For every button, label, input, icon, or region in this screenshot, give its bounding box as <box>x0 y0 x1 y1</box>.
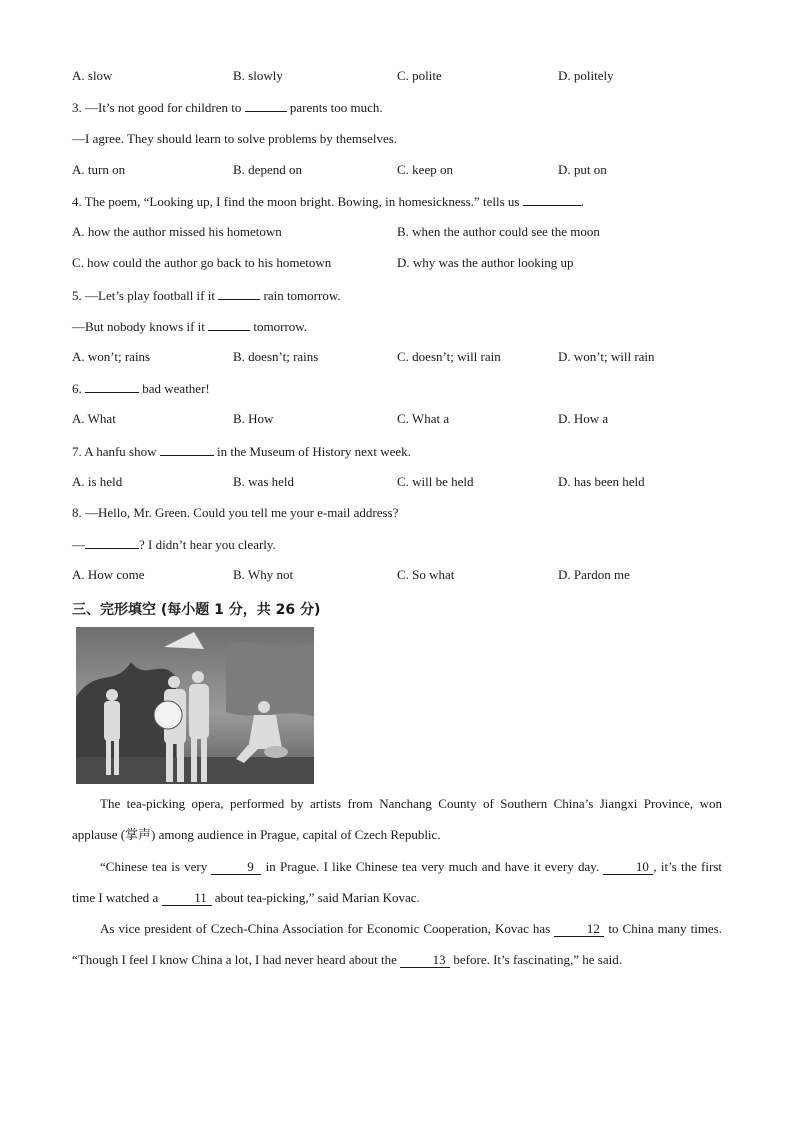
passage-paragraph-1: The tea-picking opera, performed by artists from Nanchang County of Southern China’s Jiangxi Province, won applause (掌声) among audience in Prague, capital of Czech Republic. <box>72 796 722 842</box>
q2-option-a: A. slow <box>72 68 113 83</box>
q6-option-a: A. What <box>72 411 116 426</box>
q7-option-d: D. has been held <box>558 474 645 489</box>
q3-option-c: C. keep on <box>397 162 453 177</box>
q3-options <box>0 162 794 178</box>
passage-paragraph-2: “Chinese tea is very 9 in Prague. I like Chinese tea very much and have it every day. 10 , it’s the first time I watched a 11 about tea-picking,” said Marian Kovac. <box>72 859 722 905</box>
answer-blank <box>208 318 250 331</box>
opera-photo <box>76 627 314 784</box>
q6-options <box>0 411 794 427</box>
q5-option-c: C. doesn’t; will rain <box>397 349 501 364</box>
q6-option-d: D. How a <box>558 411 609 426</box>
q5-option-b: B. doesn’t; rains <box>233 349 319 364</box>
answer-blank <box>85 380 139 393</box>
q5-options <box>0 349 794 365</box>
q7-option-b: B. was held <box>233 474 295 489</box>
q4-option-c: C. how could the author go back to his hometown <box>72 255 332 270</box>
q3-option-a: A. turn on <box>72 162 126 177</box>
q2-options <box>0 68 794 84</box>
q6-option-c: C. What a <box>397 411 450 426</box>
blank-12: 12 <box>554 922 604 937</box>
answer-blank <box>85 536 139 549</box>
q6-option-b: B. How <box>233 411 274 426</box>
q8-stem: 8. —Hello, Mr. Green. Could you tell me your e-mail address? <box>72 505 399 520</box>
q7-option-a: A. is held <box>72 474 123 489</box>
q5-option-d: D. won’t; will rain <box>558 349 655 364</box>
q8-reply: — ? I didn’t hear you clearly. <box>72 537 276 552</box>
q8-option-a: A. How come <box>72 567 145 582</box>
q3-option-b: B. depend on <box>233 162 302 177</box>
blank-13: 13 <box>400 953 450 968</box>
q7-stem: 7. A hanfu show in the Museum of History next week. <box>72 444 411 459</box>
q4-option-a: A. how the author missed his hometown <box>72 224 282 239</box>
q4-option-d: D. why was the author looking up <box>397 255 574 270</box>
q2-option-d: D. politely <box>558 68 614 83</box>
q7-option-c: C. will be held <box>397 474 474 489</box>
q2-option-c: C. polite <box>397 68 442 83</box>
q5-stem: 5. —Let’s play football if it rain tomorrow. <box>72 288 341 303</box>
answer-blank <box>160 443 214 456</box>
q8-options <box>0 567 794 583</box>
blank-10: 10 <box>603 860 653 875</box>
q3-option-d: D. put on <box>558 162 607 177</box>
q4-stem: 4. The poem, “Looking up, I find the moon bright. Bowing, in homesickness.” tells us . <box>72 194 584 209</box>
q5-option-a: A. won’t; rains <box>72 349 151 364</box>
q4-options-row1 <box>0 224 794 240</box>
q8-option-d: D. Pardon me <box>558 567 630 582</box>
q3-reply: —I agree. They should learn to solve problems by themselves. <box>72 131 398 146</box>
q4-options-row2 <box>0 255 794 271</box>
blank-9: 9 <box>211 860 261 875</box>
blank-11: 11 <box>162 891 212 906</box>
q3-stem: 3. —It’s not good for children to parents too much. <box>72 100 383 115</box>
section-heading: 三、完形填空 (每小题 1 分，共 26 分) <box>72 602 321 618</box>
passage-paragraph-3: As vice president of Czech-China Association for Economic Cooperation, Kovac has 12 to China many times. “Though I feel I know China a lot, I had never heard about the 13 before. It’s fascinating,” he said. <box>72 921 723 967</box>
q7-options <box>0 474 794 490</box>
q6-stem: 6. bad weather! <box>72 381 210 396</box>
q4-option-b: B. when the author could see the moon <box>397 224 600 239</box>
answer-blank <box>523 193 581 206</box>
q8-option-b: B. Why not <box>233 567 294 582</box>
answer-blank <box>245 99 287 112</box>
q8-option-c: C. So what <box>397 567 455 582</box>
q5-reply: —But nobody knows if it tomorrow. <box>72 319 308 334</box>
answer-blank <box>218 287 260 300</box>
q2-option-b: B. slowly <box>233 68 283 83</box>
